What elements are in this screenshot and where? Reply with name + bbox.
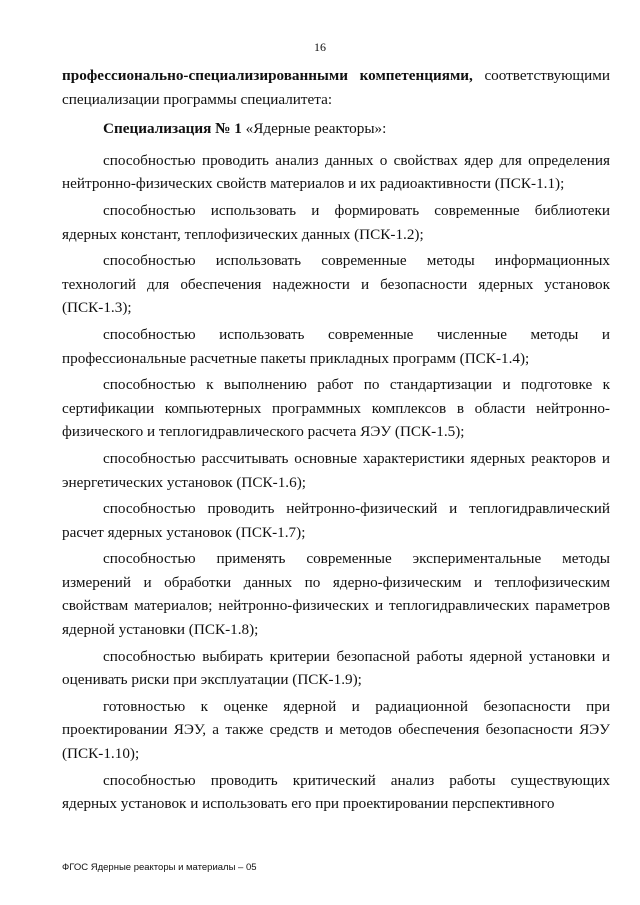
competency-item: способностью проводить критический анализ работы существующих ядерных установок и использовать его при проектировании перспективного — [62, 771, 610, 813]
competency-item: способностью проводить анализ данных о свойствах ядер для определения нейтронно-физических свойств материалов и их радиоактивности (ПСК-1.1); — [62, 151, 610, 193]
document-body — [62, 64, 610, 819]
competency-item: способностью выбирать критерии безопасной работы ядерной установки и оценивать риски при эксплуатации (ПСК-1.9); — [62, 647, 610, 689]
page-number: 16 — [314, 40, 326, 54]
intro-text: соответствующими специализации программы специалитета: — [62, 67, 610, 108]
competency-item: способностью использовать современные численные методы и профессиональные расчетные пакеты прикладных программ (ПСК-1.4); — [62, 325, 610, 367]
document-footer: ФГОС Ядерные реакторы и материалы – 05 — [62, 862, 257, 873]
competency-item: готовностью к оценке ядерной и радиационной безопасности при проектировании ЯЭУ, а также средств и методов обеспечения безопасности ЯЭУ (ПСК-1.10); — [62, 697, 610, 763]
specialization-label: Специализация № 1 — [103, 120, 242, 138]
competency-item: способностью к выполнению работ по стандартизации и подготовке к сертификации компьютерных программных комплексов в области нейтронно-физического и теплогидравлического расчета ЯЭУ (ПСК-1.5); — [62, 376, 610, 441]
competency-item: способностью использовать и формировать современные библиотеки ядерных констант, теплофизических данных (ПСК-1.2); — [62, 201, 610, 243]
competency-item: способностью проводить нейтронно-физический и теплогидравлический расчет ядерных установок (ПСК-1.7); — [62, 500, 610, 541]
competency-item: способностью применять современные экспериментальные методы измерений и обработки данных по ядерно-физическим и теплофизическим свойствам материалов; нейтронно-физических и теплогидравлических параметров ядерной установки (ПСК-1.8); — [62, 550, 610, 639]
competency-item: способностью использовать современные методы информационных технологий для обеспечения надежности и безопасности ядерных установок (ПСК-1.3); — [62, 252, 610, 317]
specialization-heading — [62, 117, 610, 141]
intro-paragraph — [62, 64, 610, 111]
intro-bold-text: профессионально-специализированными компетенциями, — [62, 67, 473, 84]
specialization-name: «Ядерные реакторы»: — [241, 120, 387, 138]
competency-item: способностью рассчитывать основные характеристики ядерных реакторов и энергетических установок (ПСК-1.6); — [62, 449, 610, 491]
